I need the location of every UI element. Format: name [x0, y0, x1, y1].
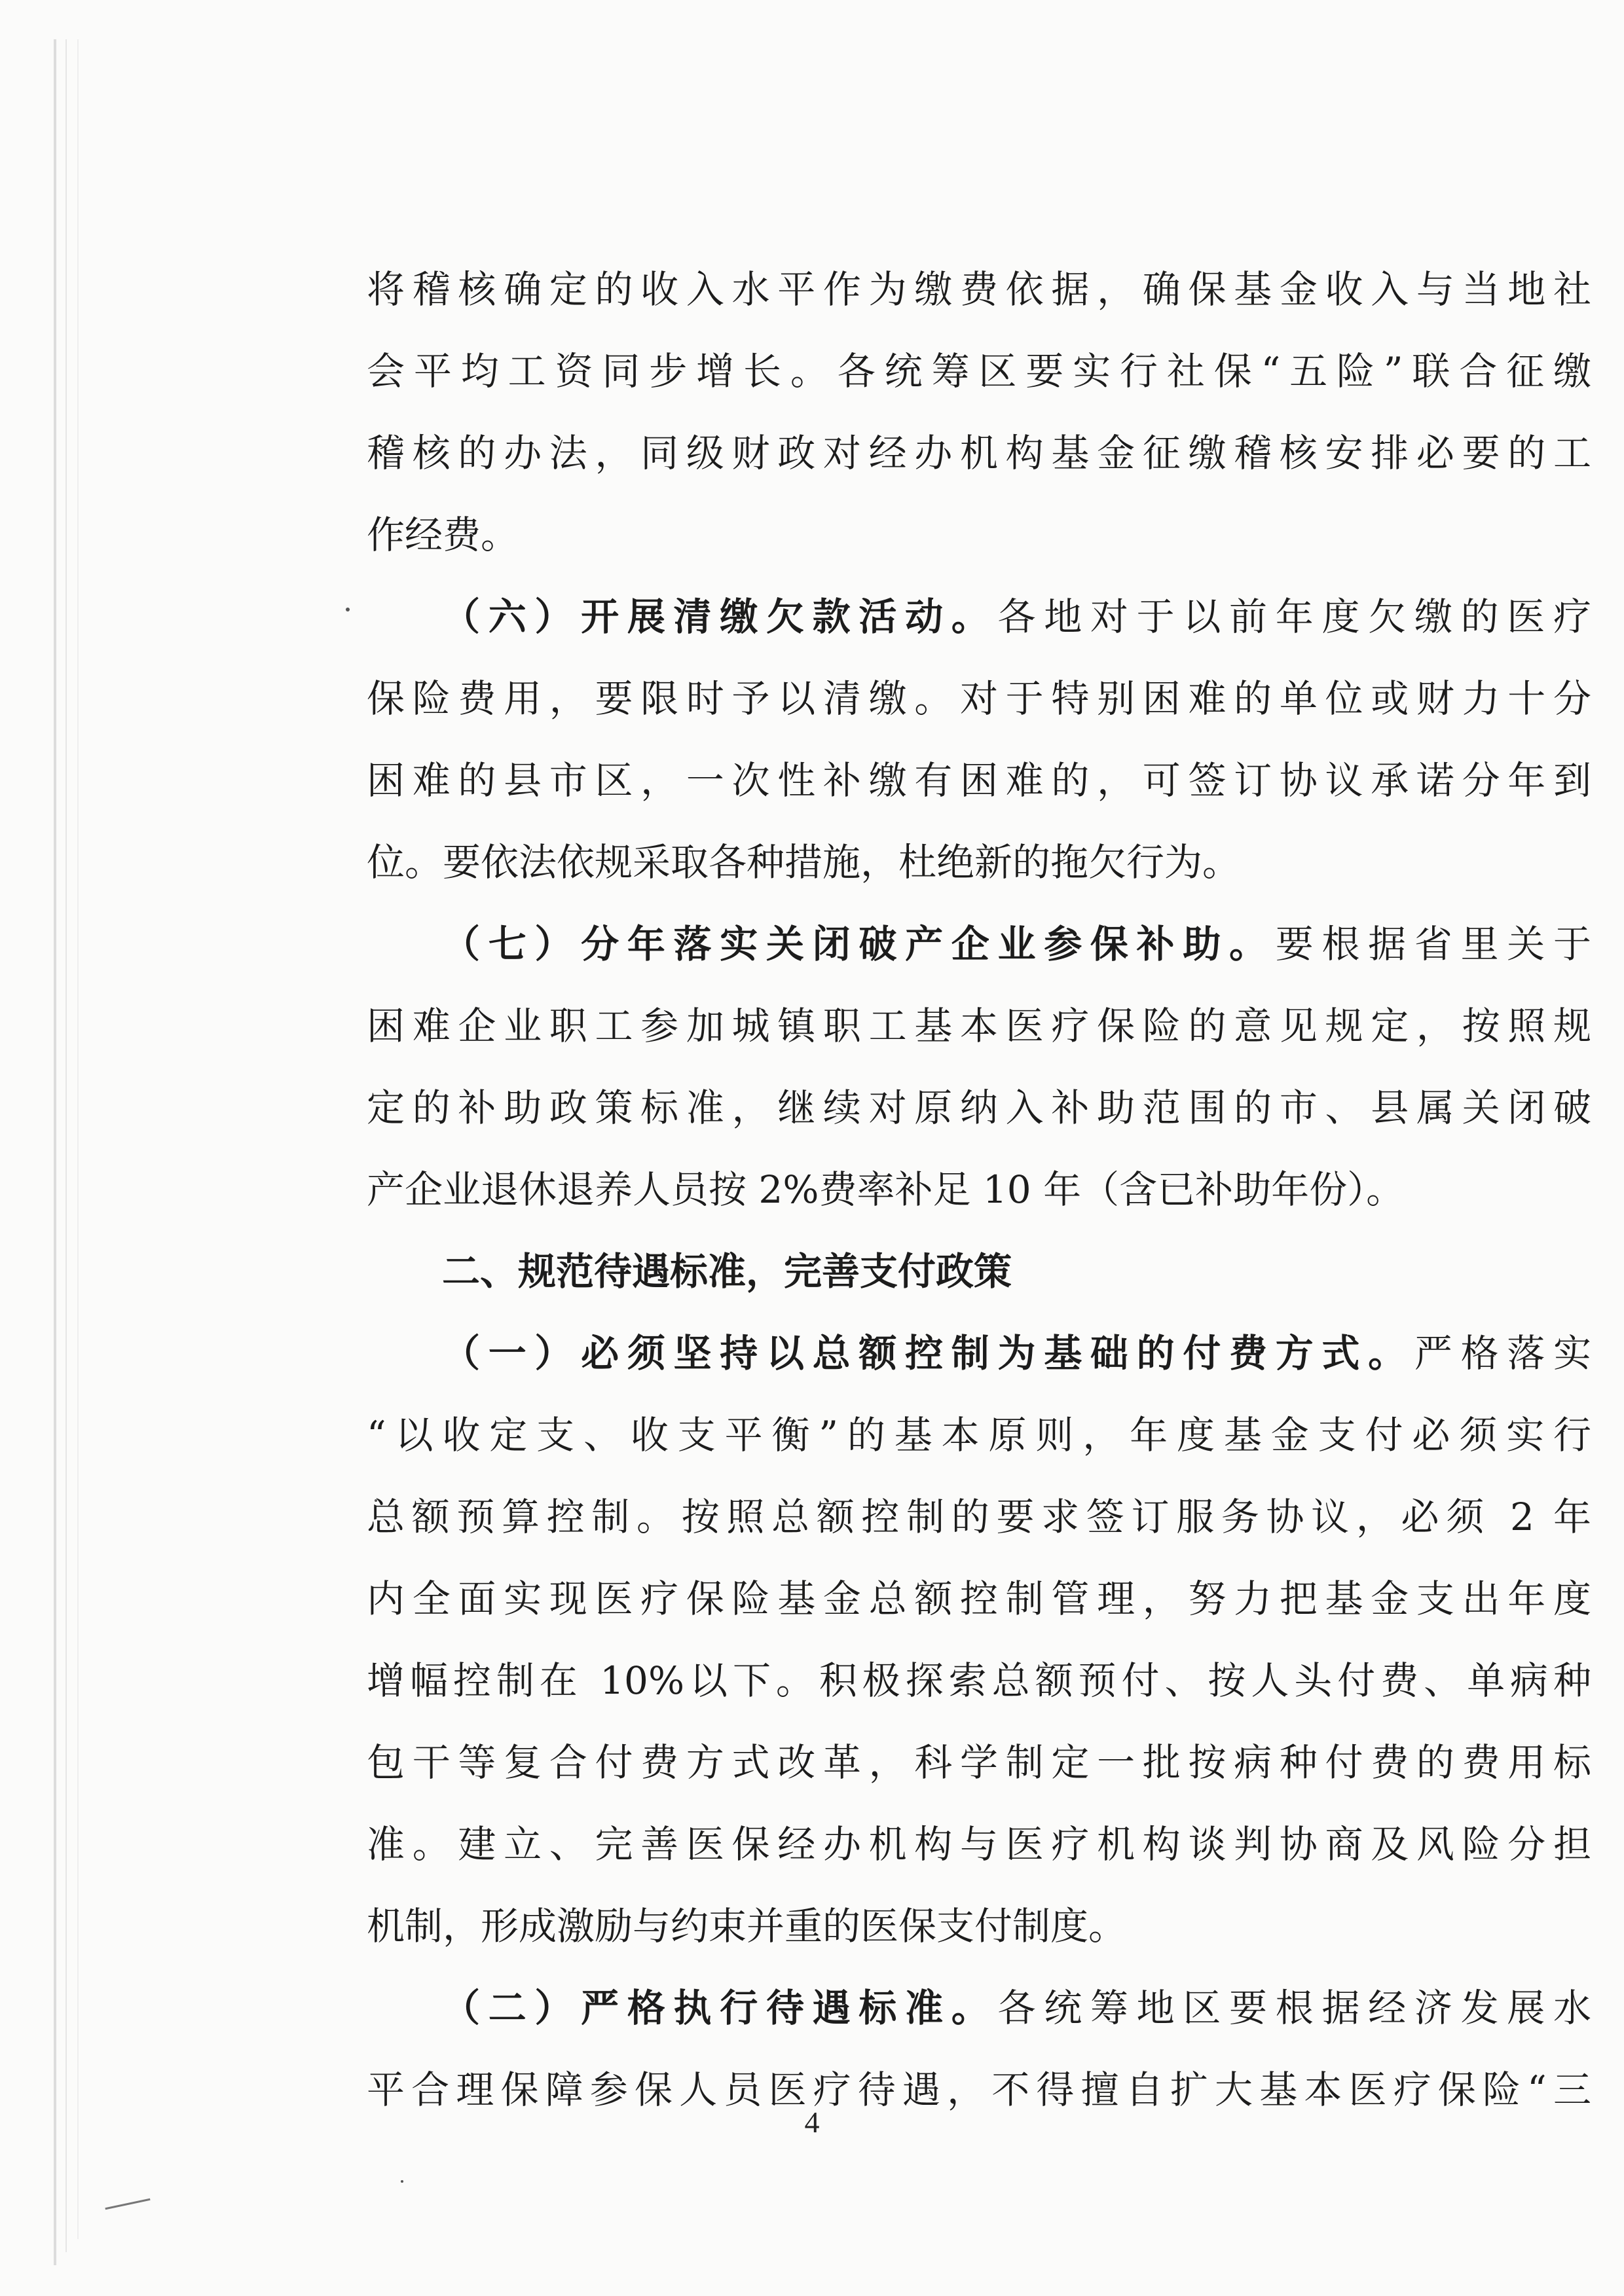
scan-edge [54, 39, 56, 2265]
text-line: （一）必须坚持以总额控制为基础的付费方式。严格落实 [442, 1331, 1591, 1376]
scan-edge [77, 39, 79, 2239]
text-line: 位。要依法依规采取各种措施，杜绝新的拖欠行为。 [367, 840, 1241, 884]
text-line: 作经费。 [367, 513, 519, 557]
text-line: 稽核的办法，同级财政对经办机构基金征缴稽核安排必要的工 [367, 431, 1591, 475]
text-line: 定的补助政策标准，继续对原纳入补助范围的市、县属关闭破 [367, 1085, 1591, 1130]
text-line: 总额预算控制。按照总额控制的要求签订服务协议，必须 2 年 [367, 1495, 1591, 1539]
text-line: （六）开展清缴欠款活动。各地对于以前年度欠缴的医疗 [442, 594, 1591, 639]
section-heading: （一）必须坚持以总额控制为基础的付费方式。 [442, 1331, 1414, 1376]
section-heading: （二）严格执行待遇标准。 [442, 1986, 998, 2030]
section-heading: （六）开展清缴欠款活动。 [442, 594, 998, 639]
scan-speck [346, 608, 350, 611]
page-number: 4 [804, 2105, 820, 2139]
text-line: （二）严格执行待遇标准。各统筹地区要根据经济发展水 [442, 1986, 1591, 2030]
text-line: 内全面实现医疗保险基金总额控制管理，努力把基金支出年度 [367, 1576, 1591, 1621]
document-body [367, 249, 1591, 2131]
text-line: 增幅控制在 10%以下。积极探索总额预付、按人头付费、单病种 [367, 1658, 1591, 1703]
section-heading: （七）分年落实关闭破产企业参保补助。 [442, 922, 1276, 966]
scan-edge [65, 39, 67, 2252]
text-line: 产企业退休退养人员按 2%费率补足 10 年（含已补助年份）。 [367, 1167, 1405, 1212]
text-line: 保险费用，要限时予以清缴。对于特别困难的单位或财力十分 [367, 676, 1591, 721]
text-line: 将稽核确定的收入水平作为缴费依据，确保基金收入与当地社 [367, 267, 1591, 312]
text-line: 困难企业职工参加城镇职工基本医疗保险的意见规定，按照规 [367, 1004, 1591, 1048]
text-line: 困难的县市区，一次性补缴有困难的，可签订协议承诺分年到 [367, 758, 1591, 803]
text-line: 准。建立、完善医保经办机构与医疗机构谈判协商及风险分担 [367, 1822, 1591, 1867]
text-line: 包干等复合付费方式改革，科学制定一批按病种付费的费用标 [367, 1740, 1591, 1785]
text-line: 平合理保障参保人员医疗待遇，不得擅自扩大基本医疗保险“三 [367, 2068, 1591, 2112]
text-line: （七）分年落实关闭破产企业参保补助。要根据省里关于 [442, 922, 1591, 966]
scan-mark [105, 2198, 150, 2210]
scan-speck [401, 2180, 403, 2183]
text-line: 机制，形成激励与约束并重的医保支付制度。 [367, 1904, 1127, 1948]
chapter-heading: 二、规范待遇标准，完善支付政策 [442, 1249, 1012, 1294]
text-line: “以收定支、收支平衡”的基本原则，年度基金支付必须实行 [367, 1413, 1591, 1457]
text-line: 会平均工资同步增长。各统筹区要实行社保“五险”联合征缴 [367, 349, 1591, 393]
